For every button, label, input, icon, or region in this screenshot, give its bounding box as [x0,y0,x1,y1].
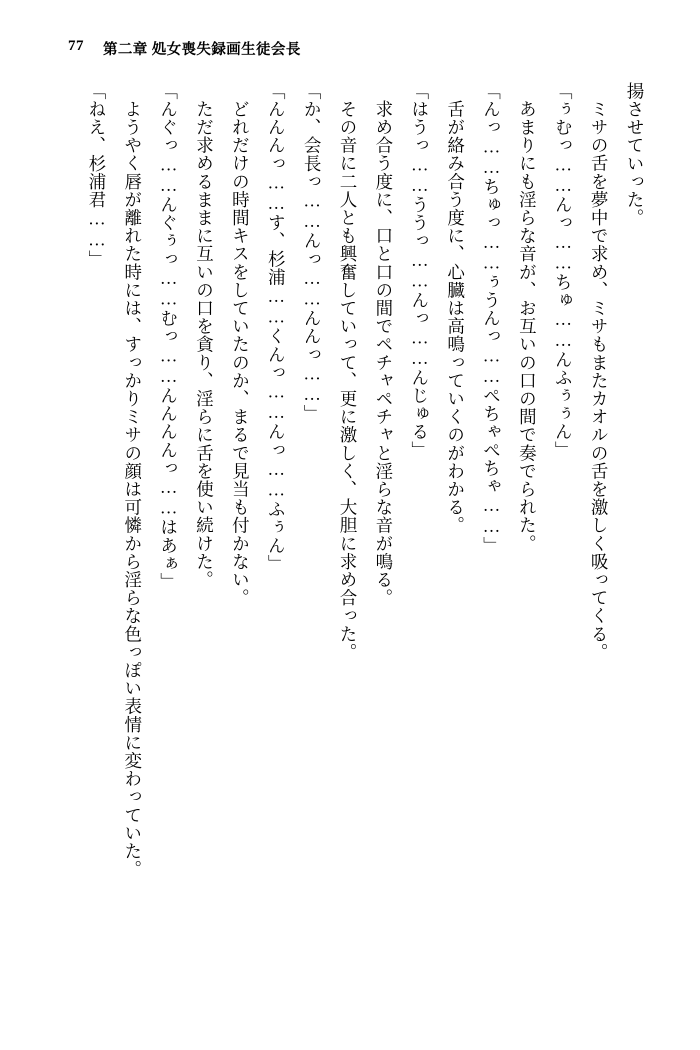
paragraph: 「んぐっ……んぐぅっ……むっ……んんんんっ……はあぁ」 [158,82,179,591]
paragraph: ミサの舌を夢中で求め、ミサもまたカオルの舌を激しく吸ってくる。 [589,99,610,661]
paragraph: 「ねえ、杉浦君……」 [86,82,107,268]
paragraph: その音に二人とも興奮していって、更に激しく、大胆に求め合った。 [338,99,358,661]
paragraph: どれだけの時間キスをしていたのか、まるで見当も付かない。 [230,99,251,607]
paragraph: 「んんんっ……す、杉浦……くんっ……んっ……ふぅん」 [266,82,287,573]
paragraph: 「ぅむっ……んっ……ちゅ……んふぅぅん」 [553,82,574,459]
body-text [40,82,652,992]
paragraph: 求め合う度に、口と口の間でペチャペチャと淫らな音が鳴る。 [373,99,394,607]
paragraph: あまりにも淫らな音が、お互いの口の間で奏でられた。 [517,99,538,552]
page-number: 77 [68,38,84,54]
chapter-title: 第二章 処女喪失録画生徒会長 [103,42,301,58]
paragraph: ただ求めるままに互いの口を貪り、淫らに舌を使い続けた。 [194,99,215,589]
paragraph: 「か、会長っ……んっ……んんっ……」 [302,82,323,423]
paragraph: 「はうっ……ううっ……んっ……んじゅる」 [409,82,430,459]
paragraph: ようやく唇が離れた時には、すっかりミサの顔は可憐から淫らな色っぽい表情に変わっていた。 [122,99,143,878]
paragraph: 「んっ……ちゅっ……ぅうんっ……ぺちゃぺちゃ……」 [481,82,502,555]
running-header [0,38,700,62]
paragraph: 舌が絡み合う度に、心臓は高鳴っていくのがわかる。 [445,99,466,534]
paragraph: 揚させていった。 [625,82,645,227]
